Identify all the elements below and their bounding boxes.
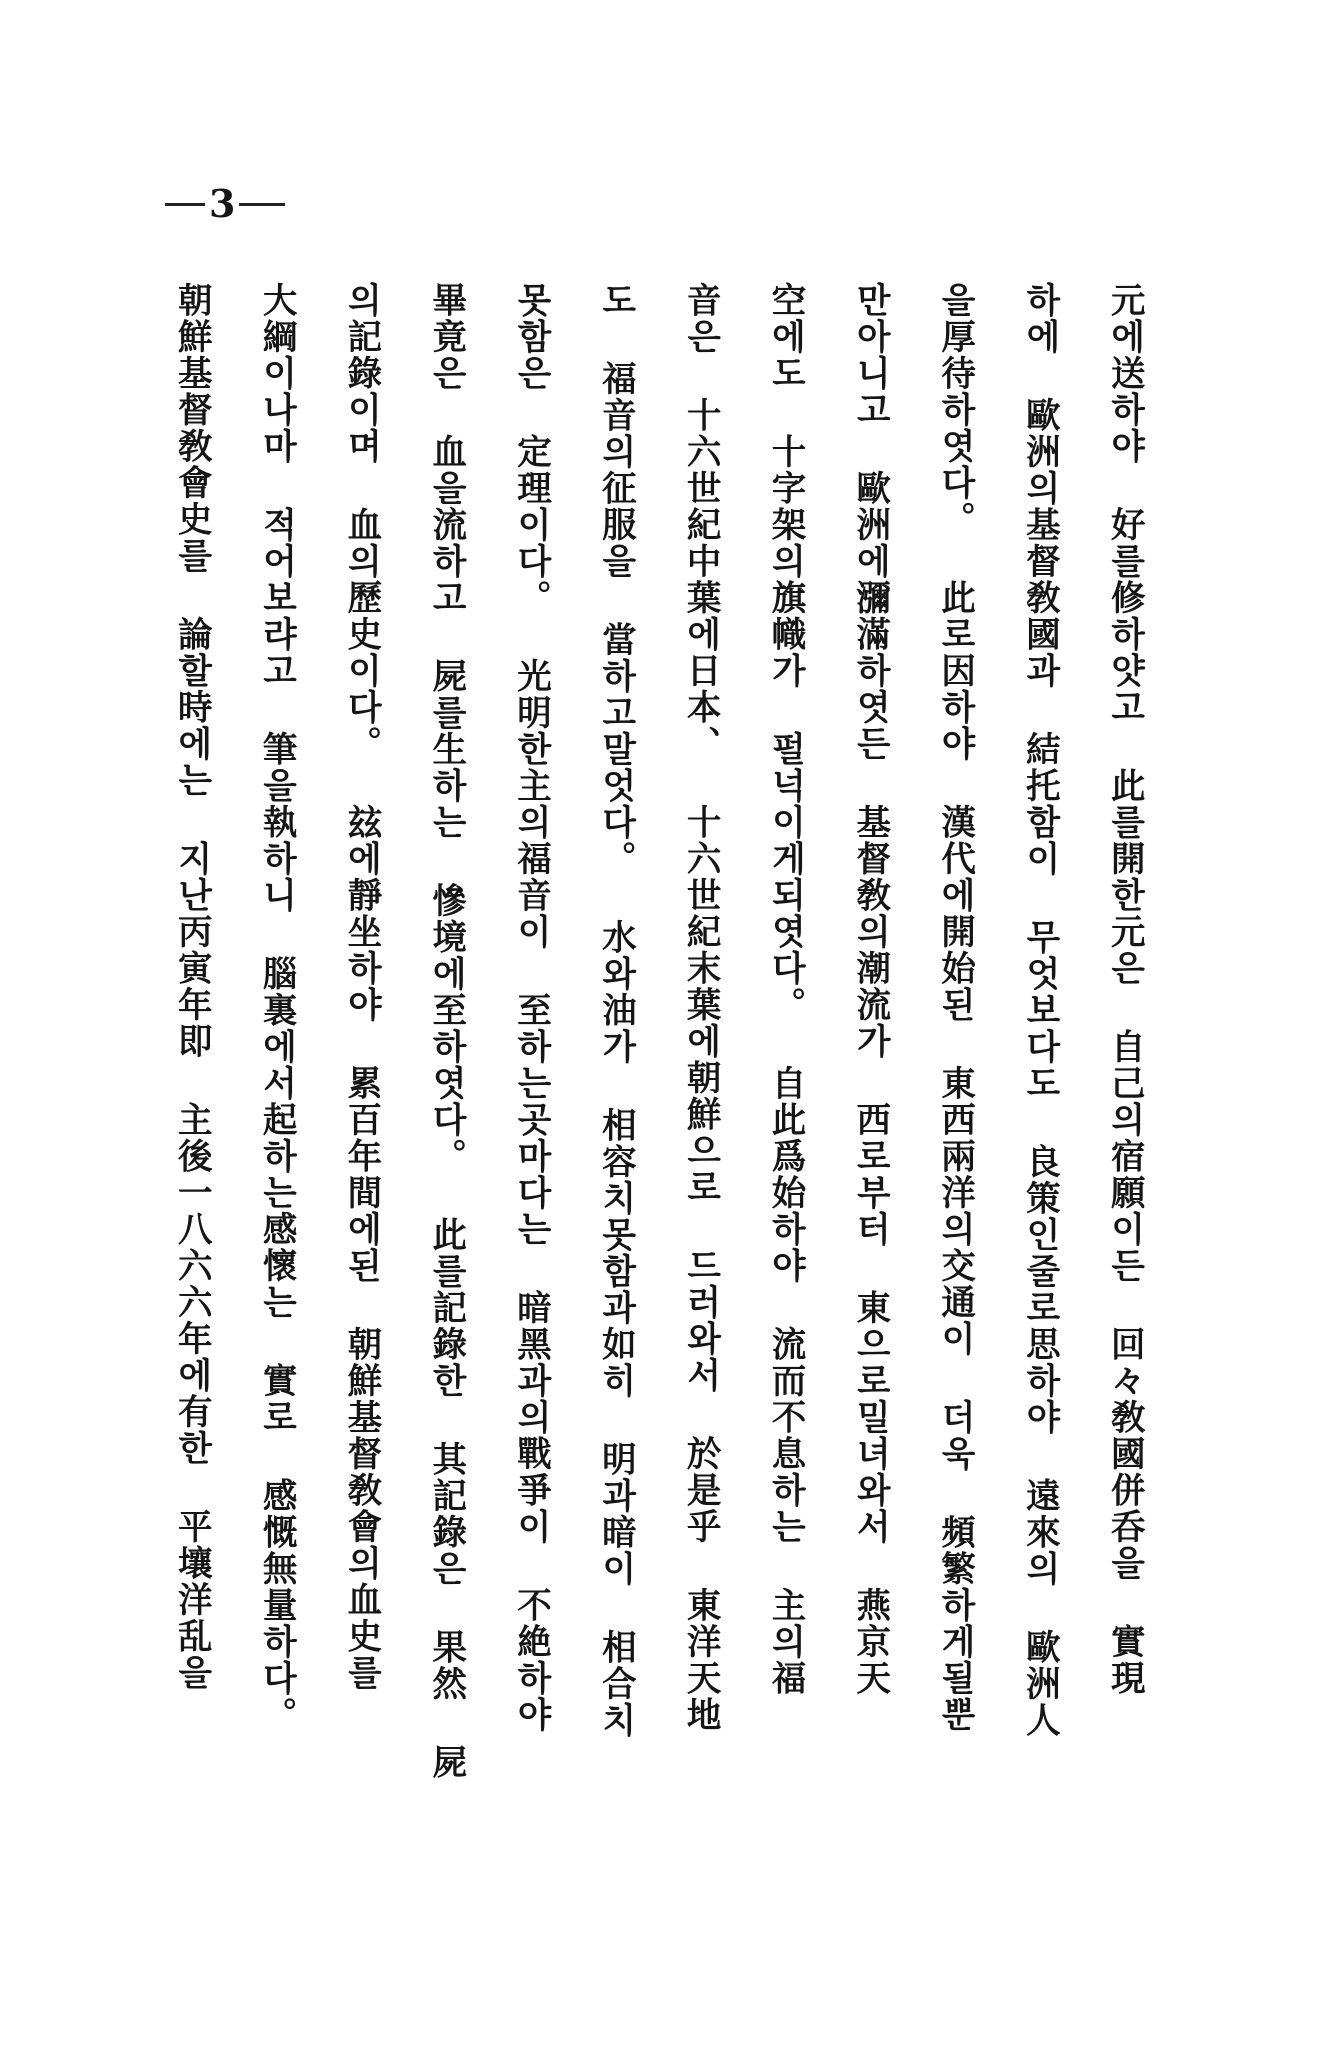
- text-column-1: [1093, 282, 1155, 1842]
- text-column-8: [499, 282, 561, 1842]
- text-column-11: [245, 282, 307, 1842]
- text-column-8-content: 못함은 定理이다。 光明한主의福音이 至하는곳마다는 暗黑과의戰爭이 不絶하야: [510, 282, 551, 1733]
- text-column-12: [160, 282, 222, 1842]
- text-column-6: [669, 282, 731, 1842]
- text-column-4: [839, 282, 901, 1842]
- text-column-9-content: 畢竟은 血을流하고 屍를生하는 慘境에至하엿다。 此를記錄한 其記錄은 果然 屍: [425, 282, 466, 1781]
- page-number: [165, 181, 305, 226]
- text-column-10-content: 의記錄이며 血의歷史이다。 玆에靜坐하야 累百年間에된 朝鮮基督敎會의血史를: [340, 282, 381, 1691]
- text-column-3: [923, 282, 985, 1842]
- text-column-7: [584, 282, 646, 1842]
- text-column-3-content: 을厚待하엿다。 此로因하야 漢代에開始된 東西兩洋의交通이 더욱 頻繁하게될뿐: [934, 282, 975, 1733]
- text-column-11-content: 大綱이나마 적어보랴고 筆을執하니 腦裏에서起하는感懷는 實로 感慨無量하다。: [256, 282, 297, 1733]
- page-number-rule-right: [239, 203, 285, 206]
- page-number-text: 3: [209, 181, 236, 226]
- text-column-5-content: 空에도 十字架의旗幟가 펄넉이게되엿다。 自此爲始하야 流而不息하는 主의福: [764, 282, 805, 1697]
- text-column-6-content: 音은 十六世紀中葉에日本、 十六世紀末葉에朝鮮으로 드러와서 於是乎 東洋天地: [680, 282, 721, 1733]
- text-column-12-content: 朝鮮基督敎會史를 論할時에는 지난丙寅年即 主後一八六六年에有한 平壤洋乱을: [171, 282, 212, 1691]
- page-number-rule-left: [165, 203, 205, 206]
- text-column-2: [1008, 282, 1070, 1842]
- text-column-10: [330, 282, 392, 1842]
- text-column-1-content: 元에送하야 好를修하얏고 此를開한元은 自己의宿願이든 回々敎國併呑을 實現: [1104, 282, 1145, 1697]
- text-column-7-content: 도 福音의征服을 當하고말엇다。 水와油가 相容치못함과如히 明과暗이 相合치: [595, 282, 636, 1739]
- text-column-5: [754, 282, 816, 1842]
- text-column-4-content: 만아니고 歐洲에瀰滿하엿든 基督敎의潮流가 西로부터 東으로밀녀와서 燕京天: [849, 282, 890, 1697]
- text-column-2-content: 하에 歐洲의基督敎國과 結托함이 무엇보다도 良策인줄로思하야 遠來의 歐洲人: [1019, 282, 1060, 1739]
- vertical-text-block: [160, 282, 1155, 1842]
- text-column-9: [414, 282, 476, 1842]
